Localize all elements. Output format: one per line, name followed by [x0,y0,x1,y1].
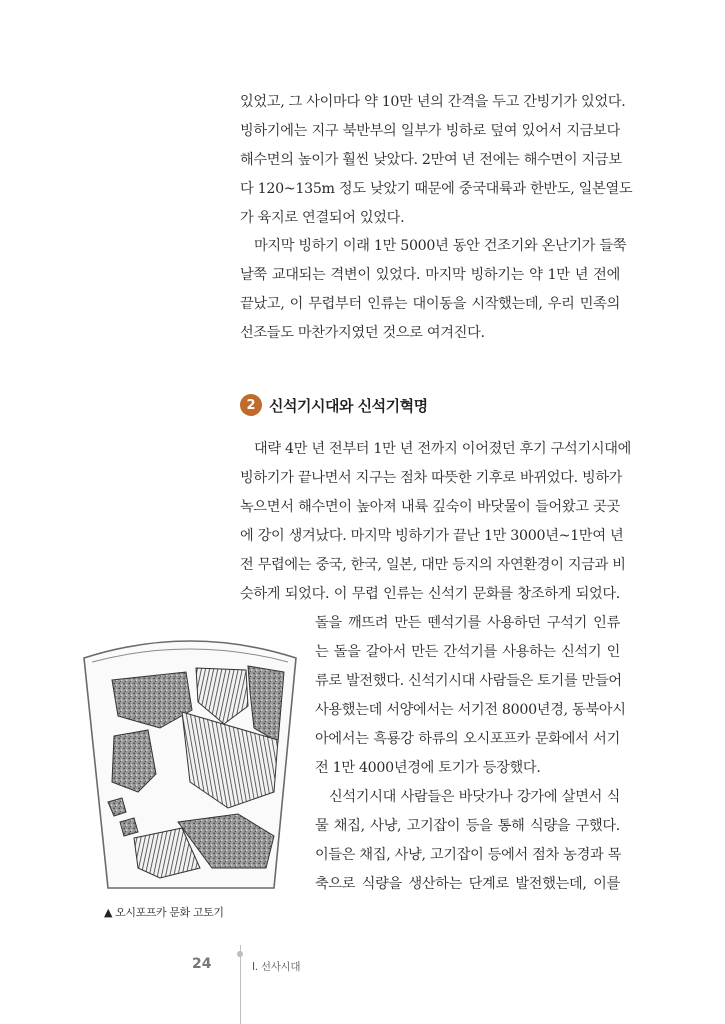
text-line: 있었고, 그 사이마다 약 10만 년의 간격을 두고 간빙기가 있었다. [240,94,626,110]
text-line: 날쭉 교대되는 격변이 있었다. 마지막 빙하기는 약 1만 년 전에 [240,267,620,283]
paragraph-1 [240,88,633,233]
text-line: 대략 4만 년 전부터 1만 년 전까지 이어졌던 후기 구석기시대에 [254,441,632,457]
text-line: 슷하게 되었다. 이 무렵 인류는 신석기 문화를 창조하게 되었다. [240,586,620,602]
section-number-badge: 2 [240,394,262,416]
page-number: 24 [192,956,212,972]
pottery-sherd-figure [78,632,302,894]
paragraph-2 [240,232,627,348]
text-line: 돌을 깨뜨려 만든 뗀석기를 사용하던 구석기 인류 [315,615,620,631]
text-line: 전 무렵에는 중국, 한국, 일본, 대만 등지의 자연환경이 지금과 비 [240,557,626,573]
paragraph-4 [315,609,626,783]
text-line: 끝났고, 이 무렵부터 인류는 대이동을 시작했는데, 우리 민족의 [240,296,620,312]
section-heading [240,392,428,418]
chapter-label: I. 선사시대 [252,961,301,973]
text-line: 신석기시대 사람들은 바닷가나 강가에 살면서 식 [329,789,620,805]
text-line: 에 강이 생겨났다. 마지막 빙하기가 끝난 1만 3000년~1만여 년 [240,528,624,544]
paragraph-3 [240,435,632,609]
text-line: 선조들도 마찬가지였던 것으로 여겨진다. [240,325,485,341]
text-line: 다 120~135m 정도 낮았기 때문에 중국대륙과 한반도, 일본열도 [240,181,633,197]
text-line: 전 1만 4000년경에 토기가 등장했다. [315,760,541,776]
footer-divider-dot [237,951,243,957]
figure-caption: ▲ 오시포프카 문화 고토기 [104,906,224,919]
text-line: 물 채집, 사냥, 고기잡이 등을 통해 식량을 구했다. [315,818,620,834]
text-line: 녹으면서 해수면이 높아져 내륙 깊숙이 바닷물이 들어왔고 곳곳 [240,499,620,515]
paragraph-5 [315,783,620,899]
text-line: 빙하기에는 지구 북반부의 일부가 빙하로 덮여 있어서 지금보다 [240,123,620,139]
text-line: 빙하기가 끝나면서 지구는 점차 따뜻한 기후로 바뀌었다. 빙하가 [240,470,623,486]
text-line: 아에서는 흑룡강 하류의 오시포프카 문화에서 서기 [315,731,620,747]
text-line: 가 육지로 연결되어 있었다. [240,210,405,226]
text-line: 축으로 식량을 생산하는 단계로 발전했는데, 이를 [315,876,620,892]
text-line: 는 돌을 갈아서 만든 간석기를 사용하는 신석기 인 [315,644,620,660]
text-line: 해수면의 높이가 훨씬 낮았다. 2만여 년 전에는 해수면이 지금보 [240,152,622,168]
section-title: 신석기시대와 신석기혁명 [269,396,428,415]
text-line: 이들은 채집, 사냥, 고기잡이 등에서 점차 농경과 목 [315,847,621,863]
text-line: 사용했는데 서양에서는 서기전 8000년경, 동북아시 [315,702,626,718]
text-line: 마지막 빙하기 이래 1만 5000년 동안 건조기와 온난기가 들쭉 [254,238,627,254]
text-line: 류로 발전했다. 신석기시대 사람들은 토기를 만들어 [315,673,622,689]
